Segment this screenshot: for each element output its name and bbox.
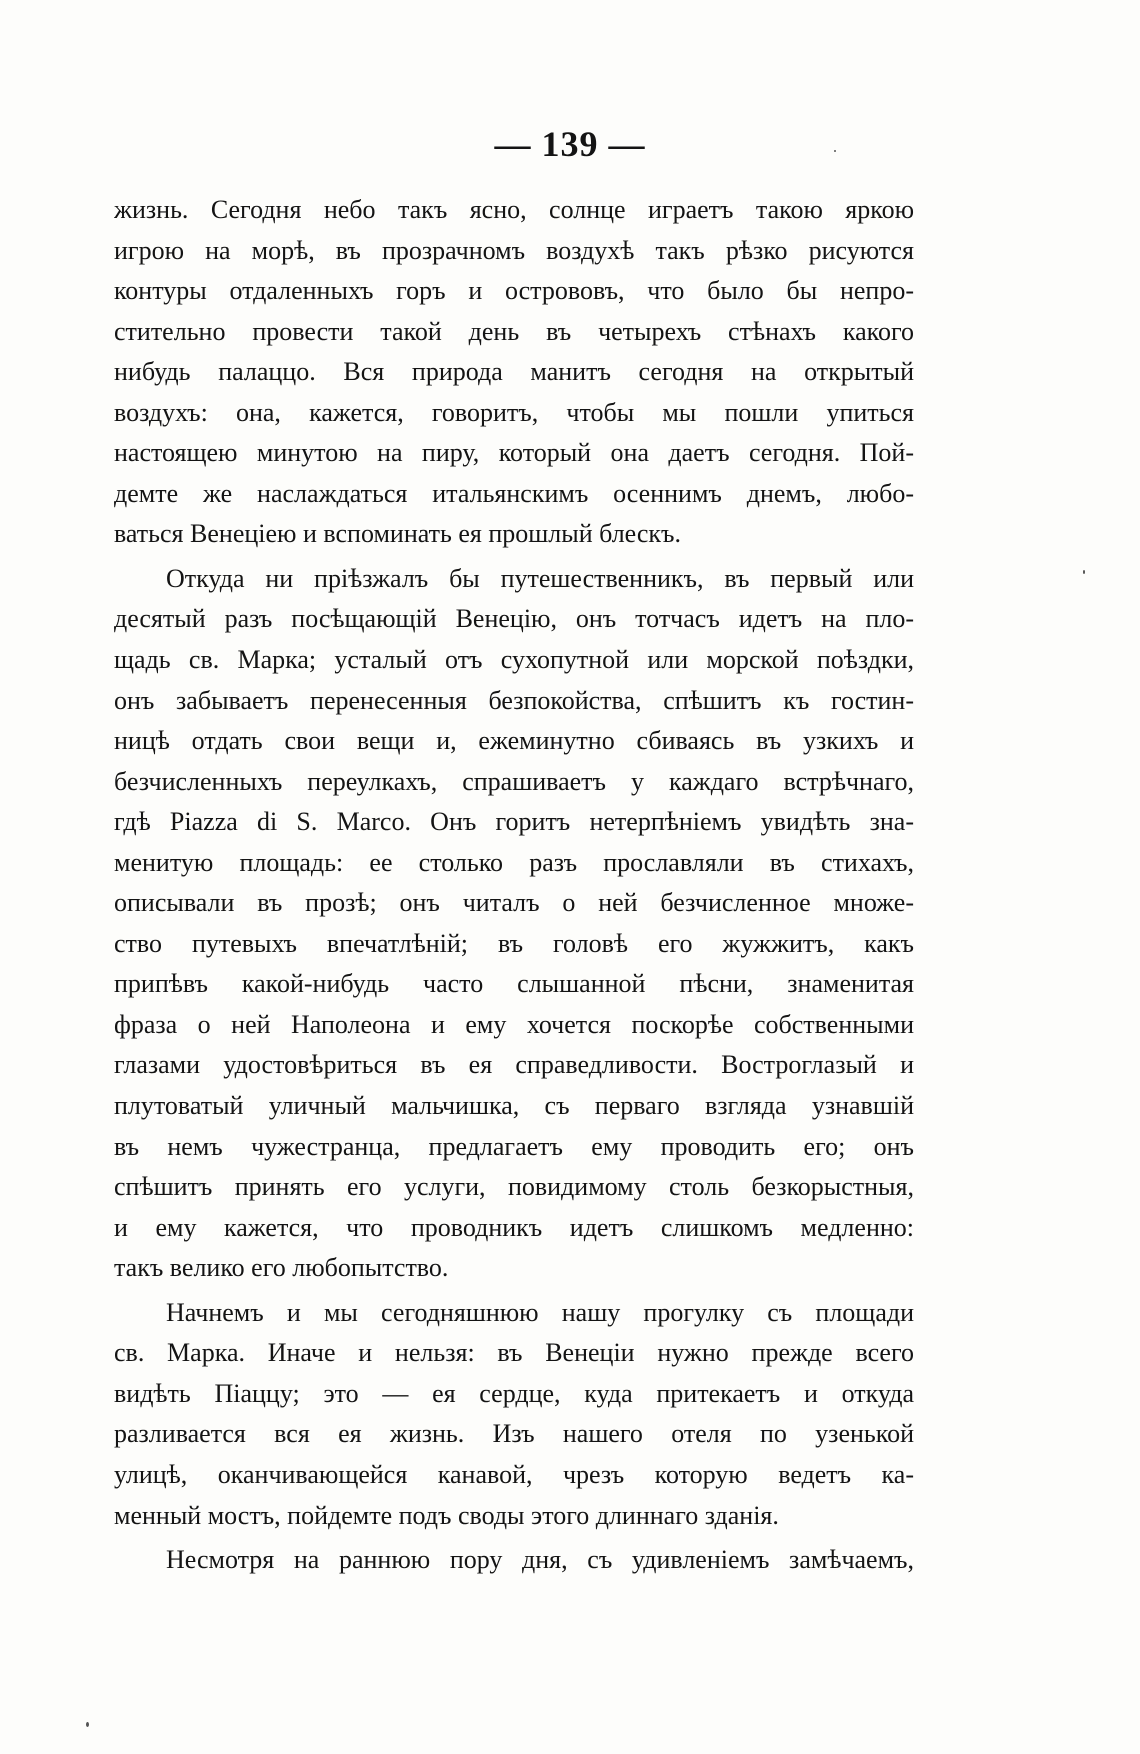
scan-speck — [834, 150, 836, 152]
text-line: видѣть Піаццу; это — ея сердце, куда притекаетъ и откуда — [114, 1378, 914, 1408]
text-line: воздухъ: она, кажется, говоритъ, чтобы мы пошли упиться — [114, 397, 914, 427]
body-text — [114, 190, 914, 1581]
text-line: Начнемъ и мы сегодняшнюю нашу прогулку съ площади — [166, 1297, 914, 1327]
text-line: спѣшитъ принять его услуги, повидимому столь безкорыстныя, — [114, 1172, 914, 1202]
text-line: улицѣ, оканчивающейся канавой, чрезъ которую ведетъ ка- — [114, 1459, 914, 1489]
text-line: контуры отдаленныхъ горъ и острововъ, что было бы непро- — [114, 276, 914, 306]
text-line: ваться Венеціею и вспоминать ея прошлый блескъ. — [114, 519, 681, 549]
paragraph-1 — [114, 190, 914, 555]
paragraph-3 — [114, 1293, 914, 1536]
text-line: глазами удостовѣриться въ ея справедливости. Востроглазый и — [114, 1050, 914, 1080]
text-line: стительно провести такой день въ четырехъ стѣнахъ какого — [114, 316, 914, 346]
text-line: жизнь. Сегодня небо такъ ясно, солнце играетъ такою яркою — [114, 195, 914, 224]
scan-speck — [1083, 570, 1085, 574]
text-line: щадь св. Марка; усталый отъ сухопутной или морской поѣздки, — [114, 645, 914, 675]
text-line: гдѣ Piazza di S. Marco. Онъ горитъ нетерпѣніемъ увидѣть зна- — [114, 807, 914, 837]
scan-speck — [86, 1722, 89, 1727]
text-line: игрою на морѣ, въ прозрачномъ воздухѣ такъ рѣзко рисуются — [114, 235, 914, 265]
text-line: нибудь палаццо. Вся природа манитъ сегодня на открытый — [114, 357, 914, 387]
text-line: настоящею минутою на пиру, который она даетъ сегодня. Пой- — [114, 438, 914, 468]
text-line: припѣвъ какой-нибудь часто слышанной пѣсни, знаменитая — [114, 969, 914, 999]
text-line: въ немъ чужестранца, предлагаетъ ему проводить его; онъ — [114, 1131, 914, 1161]
text-line: демте же наслаждаться итальянскимъ осеннимъ днемъ, любо- — [114, 478, 914, 508]
text-line: ницѣ отдать свои вещи и, ежеминутно сбиваясь въ узкихъ и — [114, 726, 914, 756]
text-line: десятый разъ посѣщающій Венецію, онъ тотчасъ идетъ на пло- — [114, 604, 914, 634]
page-number: — 139 — — [494, 124, 646, 164]
text-line: плутоватый уличный мальчишка, съ перваго взгляда узнавшій — [114, 1091, 914, 1121]
text-line: менитую площадь: ее столько разъ прославляли въ стихахъ, — [114, 847, 914, 877]
text-line: разливается вся ея жизнь. Изъ нашего отеля по узенькой — [114, 1419, 914, 1449]
text-line: ство путевыхъ впечатлѣній; въ головѣ его жужжитъ, какъ — [114, 928, 914, 958]
text-line: менный мостъ, пойдемте подъ своды этого длиннаго зданія. — [114, 1500, 779, 1530]
text-line: безчисленныхъ переулкахъ, спрашиваетъ у каждаго встрѣчнаго, — [114, 766, 914, 796]
text-line: такъ велико его любопытство. — [114, 1253, 449, 1283]
text-line: фраза о ней Наполеона и ему хочется поскорѣе собственными — [114, 1009, 914, 1039]
paragraph-2 — [114, 559, 914, 1289]
text-line: и ему кажется, что проводникъ идетъ слишкомъ медленно: — [114, 1212, 914, 1242]
text-line: Откуда ни пріѣзжалъ бы путешественникъ, въ первый или — [166, 563, 914, 593]
text-line: Несмотря на раннюю пору дня, съ удивленіемъ замѣчаемъ, — [166, 1545, 914, 1575]
text-line: описывали въ прозѣ; онъ читалъ о ней безчисленное множе- — [114, 888, 914, 918]
text-line: онъ забываетъ перенесенныя безпокойства, спѣшитъ къ гостин- — [114, 685, 914, 715]
text-line: св. Марка. Иначе и нельзя: въ Венеціи нужно прежде всего — [114, 1338, 914, 1368]
paragraph-4 — [114, 1540, 914, 1581]
